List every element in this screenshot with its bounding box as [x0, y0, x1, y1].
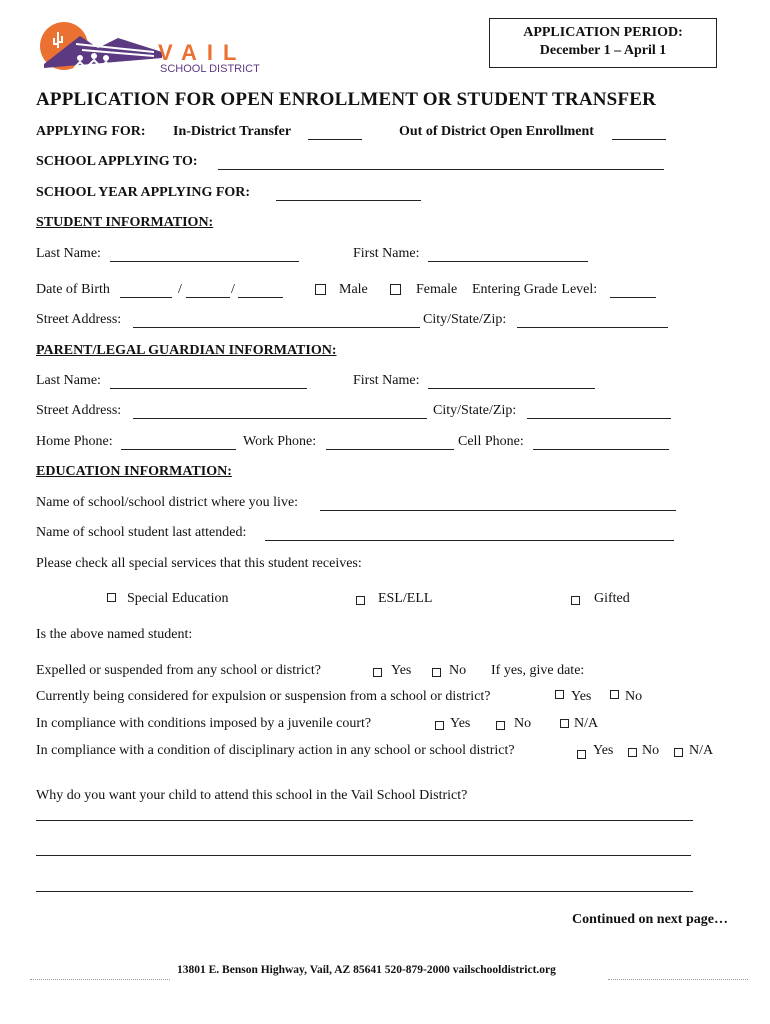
dob-slash-1: / — [178, 282, 182, 297]
q2-text: Currently being considered for expulsion or suspension from a school or district? — [36, 689, 491, 704]
q1-yes-label: Yes — [391, 663, 412, 678]
parent-last-name-field[interactable] — [110, 388, 307, 389]
grade-field[interactable] — [610, 297, 656, 298]
why-answer-line-2[interactable] — [36, 855, 691, 856]
q4-yes-checkbox[interactable] — [577, 750, 586, 759]
school-live-label: Name of school/school district where you live: — [36, 495, 299, 510]
q2-no-checkbox[interactable] — [610, 690, 619, 699]
out-district-field[interactable] — [612, 139, 666, 140]
q3-text: In compliance with conditions imposed by a juvenile court? — [36, 716, 372, 731]
male-checkbox[interactable] — [315, 284, 326, 295]
school-live-field[interactable] — [320, 510, 676, 511]
cell-phone-field[interactable] — [533, 449, 669, 450]
why-prompt: Why do you want your child to attend this school in the Vail School District? — [36, 788, 468, 803]
form-title: APPLICATION FOR OPEN ENROLLMENT OR STUDENT TRANSFER — [36, 89, 657, 110]
home-phone-field[interactable] — [121, 449, 236, 450]
dob-day-field[interactable] — [186, 297, 230, 298]
period-dates: December 1 – April 1 — [539, 43, 667, 58]
student-first-name-field[interactable] — [428, 261, 588, 262]
q3-na-checkbox[interactable] — [560, 719, 569, 728]
special-ed-checkbox[interactable] — [107, 593, 116, 602]
parent-first-name-field[interactable] — [428, 388, 595, 389]
school-year-field[interactable] — [276, 200, 421, 201]
why-answer-line-3[interactable] — [36, 891, 693, 892]
q3-no-checkbox[interactable] — [496, 721, 505, 730]
continued-note: Continued on next page… — [572, 912, 728, 927]
services-prompt: Please check all special services that this student receives: — [36, 556, 362, 571]
parent-info-heading: PARENT/LEGAL GUARDIAN INFORMATION: — [36, 343, 337, 358]
logo-subtitle: SCHOOL DISTRICT — [160, 63, 260, 75]
cell-phone-label: Cell Phone: — [458, 434, 524, 449]
education-info-heading: EDUCATION INFORMATION: — [36, 464, 232, 479]
q4-no-checkbox[interactable] — [628, 748, 637, 757]
footer-address: 13801 E. Benson Highway, Vail, AZ 85641 520-879-2000 vailschooldistrict.org — [177, 964, 556, 976]
q4-na-label: N/A — [689, 743, 714, 758]
grade-label: Entering Grade Level: — [472, 282, 598, 297]
q4-no-label: No — [642, 743, 660, 758]
q3-yes-checkbox[interactable] — [435, 721, 444, 730]
student-street-label: Street Address: — [36, 312, 122, 327]
parent-street-field[interactable] — [133, 418, 427, 419]
q3-no-label: No — [514, 716, 532, 731]
parent-first-name-label: First Name: — [353, 373, 420, 388]
male-label: Male — [339, 282, 368, 297]
why-answer-line-1[interactable] — [36, 820, 693, 821]
footer-rule-left — [30, 979, 170, 980]
out-district-label: Out of District Open Enrollment — [399, 124, 594, 139]
applying-for-label: APPLYING FOR: — [36, 124, 146, 139]
parent-city-field[interactable] — [527, 418, 671, 419]
dob-slash-2: / — [231, 282, 235, 297]
in-district-field[interactable] — [308, 139, 362, 140]
school-year-label: SCHOOL YEAR APPLYING FOR: — [36, 185, 251, 200]
last-attended-field[interactable] — [265, 540, 674, 541]
work-phone-label: Work Phone: — [243, 434, 317, 449]
district-logo — [36, 18, 276, 78]
footer-rule-right — [608, 979, 748, 980]
student-first-name-label: First Name: — [353, 246, 420, 261]
school-applying-to-label: SCHOOL APPLYING TO: — [36, 154, 198, 169]
student-city-field[interactable] — [517, 327, 668, 328]
student-street-field[interactable] — [133, 327, 420, 328]
q2-yes-label: Yes — [571, 689, 592, 704]
period-label: APPLICATION PERIOD: — [523, 25, 683, 40]
gifted-label: Gifted — [594, 591, 630, 606]
student-last-name-field[interactable] — [110, 261, 299, 262]
application-period-box — [489, 18, 717, 68]
q3-yes-label: Yes — [450, 716, 471, 731]
school-applying-to-field[interactable] — [218, 169, 664, 170]
dob-year-field[interactable] — [238, 297, 283, 298]
parent-last-name-label: Last Name: — [36, 373, 101, 388]
esl-checkbox[interactable] — [356, 596, 365, 605]
special-ed-label: Special Education — [127, 591, 229, 606]
esl-label: ESL/ELL — [378, 591, 433, 606]
q2-no-label: No — [625, 689, 643, 704]
q4-yes-label: Yes — [593, 743, 614, 758]
logo-emblem-icon — [36, 18, 166, 76]
student-info-heading: STUDENT INFORMATION: — [36, 215, 214, 230]
dob-month-field[interactable] — [120, 297, 172, 298]
home-phone-label: Home Phone: — [36, 434, 113, 449]
in-district-label: In-District Transfer — [173, 124, 292, 139]
q1-text: Expelled or suspended from any school or district? — [36, 663, 321, 678]
q4-na-checkbox[interactable] — [674, 748, 683, 757]
conduct-intro: Is the above named student: — [36, 627, 193, 642]
q2-yes-checkbox[interactable] — [555, 690, 564, 699]
q1-no-label: No — [449, 663, 467, 678]
gifted-checkbox[interactable] — [571, 596, 580, 605]
q4-text: In compliance with a condition of disciplinary action in any school or school district? — [36, 743, 515, 758]
student-last-name-label: Last Name: — [36, 246, 101, 261]
female-label: Female — [416, 282, 458, 297]
q1-date-note: If yes, give date: — [491, 663, 585, 678]
q3-na-label: N/A — [574, 716, 599, 731]
last-attended-label: Name of school student last attended: — [36, 525, 247, 540]
parent-street-label: Street Address: — [36, 403, 122, 418]
q1-no-checkbox[interactable] — [432, 668, 441, 677]
student-city-label: City/State/Zip: — [423, 312, 507, 327]
q1-yes-checkbox[interactable] — [373, 668, 382, 677]
dob-label: Date of Birth — [36, 282, 110, 297]
parent-city-label: City/State/Zip: — [433, 403, 517, 418]
work-phone-field[interactable] — [326, 449, 454, 450]
logo-name: VAIL — [158, 40, 247, 65]
female-checkbox[interactable] — [390, 284, 401, 295]
